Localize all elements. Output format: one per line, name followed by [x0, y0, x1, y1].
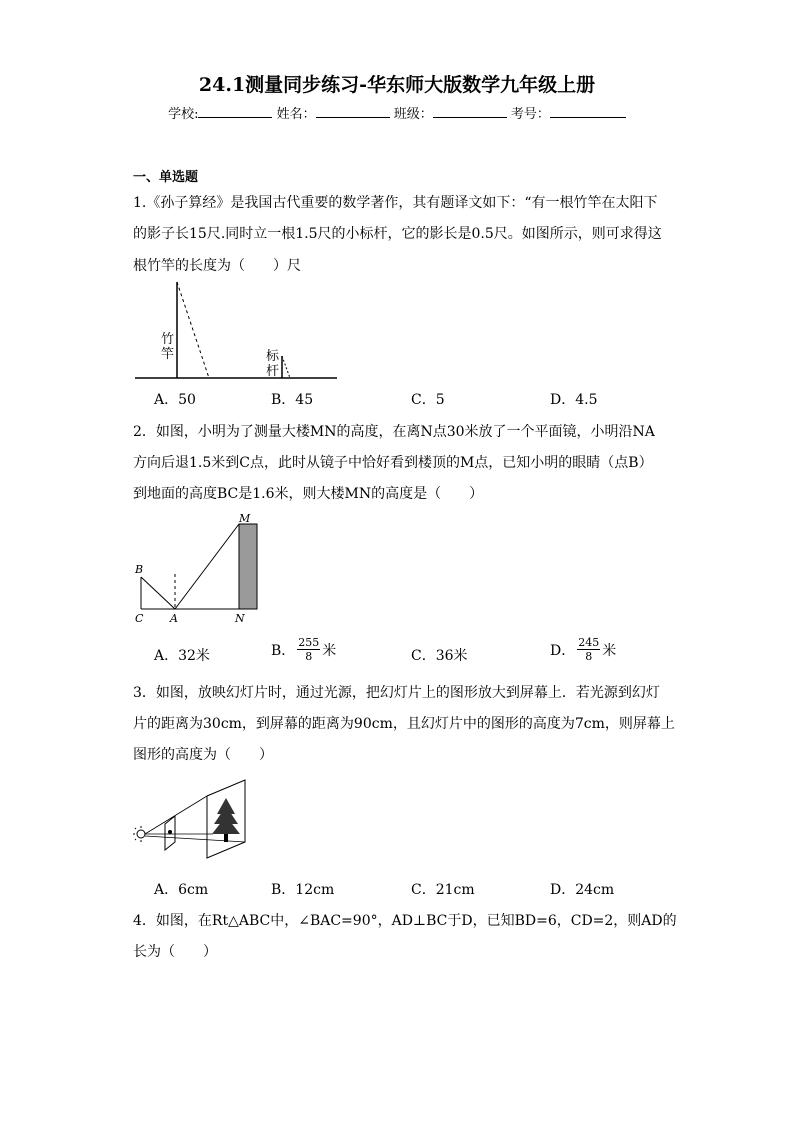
student-info-row	[0, 103, 794, 122]
school-label: 学校:	[168, 107, 199, 122]
rod-label-2: 杆	[266, 364, 280, 379]
q3-figure	[133, 776, 251, 864]
section-title: 一、单选题	[133, 170, 199, 185]
pole-shadow-ray	[177, 282, 209, 378]
number-blank[interactable]	[550, 105, 626, 118]
q3-line-1: 3．如图，放映幻灯片时，通过光源，把幻灯片上的图形放大到屏幕上．若光源到幻灯	[133, 685, 660, 701]
label-m: M	[239, 512, 251, 525]
q3-line-2: 片的距离为30cm，到屏幕的距离为90cm，且幻灯片中的图形的高度为7cm，则屏幕上	[133, 716, 675, 732]
q2-line-3: 到地面的高度BC是1.6米，则大楼MN的高度是（ ）	[133, 486, 484, 502]
q3-option-a[interactable]: A．6cm	[154, 882, 209, 898]
name-label: 姓名：	[276, 107, 316, 122]
q2-option-b[interactable]	[271, 636, 336, 663]
q2-option-b-fraction	[297, 636, 320, 663]
class-blank[interactable]	[433, 105, 507, 118]
rod-label-1: 标	[266, 349, 280, 364]
q1-line-1: 1.《孙子算经》是我国古代重要的数学著作，其有题译文如下：“有一根竹竿在太阳下	[133, 195, 658, 211]
school-blank[interactable]	[198, 105, 272, 118]
q3-option-c[interactable]: C．21cm	[411, 882, 475, 898]
q1-option-d[interactable]: D．4.5	[550, 392, 598, 408]
q2-option-a[interactable]: A．32米	[154, 648, 210, 664]
q2-line-1: 2．如图，小明为了测量大楼MN的高度，在离N点30米放了一个平面镜，小明沿NA	[133, 424, 655, 440]
name-blank[interactable]	[316, 105, 390, 118]
q1-option-c[interactable]: C．5	[411, 392, 445, 408]
pole-label-2: 竿	[161, 347, 175, 362]
q2-option-d[interactable]	[550, 636, 616, 663]
q2-option-b-denominator: 8	[305, 650, 313, 663]
rod-shadow-ray	[282, 356, 290, 378]
q2-option-d-numerator: 245	[578, 636, 600, 649]
q1-option-b[interactable]: B．45	[271, 392, 314, 408]
light-ray-bottom	[145, 836, 245, 842]
pole-label-1: 竹	[161, 332, 175, 347]
q3-line-3: 图形的高度为（ ）	[133, 747, 273, 763]
q3-option-b[interactable]: B．12cm	[271, 882, 335, 898]
q1-option-a[interactable]: A．50	[154, 392, 196, 408]
light-ray-top	[145, 796, 207, 834]
sight-line-ba	[141, 577, 175, 609]
number-label: 考号：	[510, 107, 550, 122]
q2-figure	[131, 510, 263, 625]
label-n: N	[235, 612, 245, 625]
building-mn	[239, 524, 257, 609]
label-b: B	[135, 563, 144, 576]
label-a: A	[170, 612, 178, 625]
tree-icon	[212, 798, 240, 842]
q1-line-2: 的影子长15尺.同时立一根1.5尺的小标杆，它的影长是0.5尺。如图所示，则可求得这	[133, 226, 662, 242]
q1-figure	[133, 280, 343, 384]
q1-line-3: 根竹竿的长度为（ ）尺	[133, 258, 301, 274]
q3-option-d[interactable]: D．24cm	[550, 882, 615, 898]
q2-option-d-denominator: 8	[585, 650, 593, 663]
q2-option-d-fraction	[577, 636, 600, 663]
q2-option-d-prefix: D．	[550, 642, 576, 659]
q4-line-1: 4．如图，在Rt△ABC中，∠BAC=90°，AD⊥BC于D，已知BD=6，CD=2，则AD的	[133, 913, 677, 929]
q2-option-b-prefix: B．	[271, 642, 296, 659]
label-c: C	[135, 612, 144, 625]
q2-option-b-numerator: 255	[298, 636, 320, 649]
light-source-icon	[133, 826, 145, 842]
page-title: 24.1测量同步练习-华东师大版数学九年级上册	[198, 74, 596, 96]
q4-line-2: 长为（ ）	[133, 944, 217, 960]
q2-line-2: 方向后退1.5米到C点，此时从镜子中恰好看到楼顶的M点，已知小明的眼睛（点B）	[133, 455, 653, 471]
slide-image	[168, 830, 172, 834]
q2-option-d-unit: 米	[602, 642, 617, 659]
q2-option-c[interactable]: C．36米	[411, 648, 468, 664]
sight-line-am	[175, 524, 239, 609]
q2-option-b-unit: 米	[322, 642, 337, 659]
class-label: 班级：	[393, 107, 433, 122]
